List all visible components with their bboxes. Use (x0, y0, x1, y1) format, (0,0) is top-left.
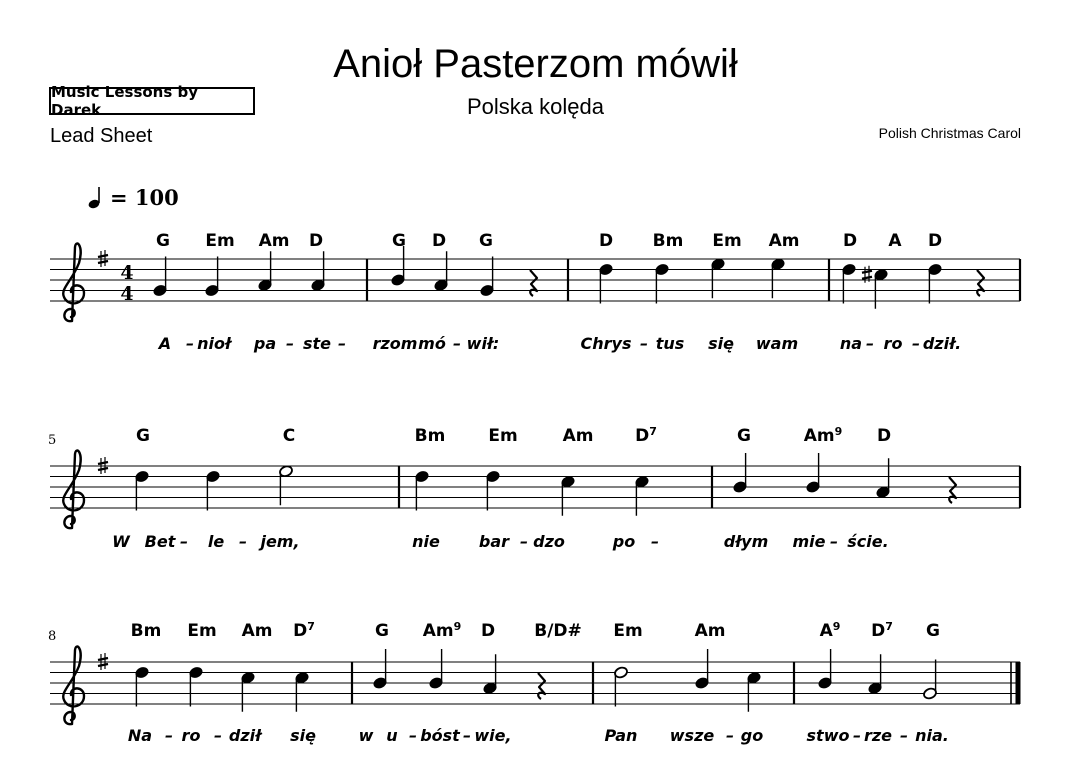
lyric-syllable: rze (863, 726, 893, 745)
chord-symbol: Em (205, 231, 235, 251)
lyric-hyphen: – (900, 726, 908, 745)
chord-symbol: G (926, 621, 940, 641)
chord-symbol: Em (613, 621, 643, 641)
chord-symbol: Bm (130, 621, 162, 641)
note (311, 251, 326, 292)
treble-clef-icon (63, 244, 84, 322)
note (135, 666, 150, 707)
lyric-hyphen: – (286, 334, 294, 353)
lyric-syllable: A (158, 334, 172, 353)
chord-symbol: $A^9$ (819, 620, 841, 641)
brand-label: Music Lessons by Darek (49, 87, 255, 115)
treble-clef-icon (63, 451, 84, 529)
note (868, 654, 883, 695)
measure-number: 8 (48, 629, 57, 644)
note (923, 660, 938, 701)
quarter-rest (530, 270, 537, 296)
chord-symbol: Em (488, 426, 518, 446)
lyric-syllable: Na (127, 726, 153, 745)
note (806, 453, 821, 494)
chord-symbol: Am (768, 231, 800, 251)
note (771, 258, 786, 299)
measure (840, 231, 984, 353)
note (818, 649, 833, 690)
note (733, 453, 748, 494)
lyric-syllable: Bet (144, 532, 176, 551)
time-signature-bottom: 4 (120, 283, 134, 305)
note (747, 671, 762, 712)
lyric-syllable: dził. (922, 334, 962, 353)
lyric-syllable: go (740, 726, 764, 745)
chord-symbol: Am (562, 426, 594, 446)
note (876, 458, 891, 499)
lyric-hyphen: – (866, 334, 874, 353)
note (862, 266, 888, 309)
lyric-syllable: tus (655, 334, 685, 353)
lyric-syllable: rzom (372, 334, 418, 353)
lyric-syllable: ście. (847, 532, 889, 551)
lyric-syllable: na (839, 334, 863, 353)
lyric-hyphen: – (239, 532, 247, 551)
chord-symbol: D (927, 231, 943, 251)
chord-symbol: D (480, 621, 496, 641)
chord-symbol: Em (712, 231, 742, 251)
chord-symbol: D (598, 231, 614, 251)
composer-note: Polish Christmas Carol (878, 125, 1021, 141)
note (391, 246, 406, 287)
chord-symbol: G (479, 231, 493, 251)
note (295, 671, 310, 712)
lyric-syllable: u (386, 726, 398, 745)
lyric-syllable: się (708, 334, 734, 353)
chord-symbol: G (737, 426, 751, 446)
note (429, 649, 444, 690)
note (206, 470, 221, 511)
lyric-hyphen: – (726, 726, 734, 745)
chord-symbol: Am$^9$ (422, 620, 462, 641)
lyric-syllable: stwo (806, 726, 850, 745)
score-subtitle: Polska kolęda (467, 94, 604, 119)
treble-clef-icon (63, 647, 84, 725)
note (483, 654, 498, 695)
lyric-hyphen: – (830, 532, 838, 551)
lyric-syllable: W (112, 532, 130, 551)
lyric-hyphen: – (453, 334, 461, 353)
chord-symbol: G (375, 621, 389, 641)
tempo-value: = 100 (110, 185, 179, 210)
note (655, 263, 670, 304)
note (561, 475, 576, 516)
chord-symbol: G (156, 231, 170, 251)
note (635, 475, 650, 516)
staff-system (48, 620, 1020, 745)
lyric-syllable: bar (478, 532, 510, 551)
lyric-hyphen: – (186, 334, 194, 353)
chord-symbol: $D^7$ (871, 620, 893, 641)
lyric-hyphen: – (651, 532, 659, 551)
lyric-syllable: mó (418, 334, 446, 353)
lyric-syllable: dzo (533, 532, 565, 551)
note (434, 251, 449, 292)
measure (412, 425, 659, 551)
lyric-syllable: nioł (197, 334, 231, 353)
lyric-syllable: Pan (604, 726, 638, 745)
chord-symbol: G (392, 231, 406, 251)
lyric-syllable: nia. (915, 726, 949, 745)
measure (581, 231, 800, 353)
chord-symbol: D (876, 426, 892, 446)
chord-symbol: Bm (414, 426, 446, 446)
note (695, 649, 710, 690)
chord-symbol: $D^7$ (635, 425, 657, 446)
lyric-hyphen: – (338, 334, 346, 353)
measure (373, 231, 537, 353)
quarter-rest (949, 477, 956, 503)
measure (724, 425, 956, 551)
note (486, 470, 501, 511)
chord-symbol: D (308, 231, 324, 251)
chord-symbol: Am (258, 231, 290, 251)
quarter-rest (538, 673, 545, 699)
chord-symbol: B/D# (534, 621, 582, 641)
chord-symbol: Am$^9$ (803, 425, 843, 446)
note (711, 258, 726, 299)
note (373, 649, 388, 690)
note (241, 671, 256, 712)
quarter-rest (977, 270, 984, 296)
lyric-hyphen: – (520, 532, 528, 551)
lyric-syllable: pa (253, 334, 277, 353)
sheet-type-label: Lead Sheet (50, 125, 153, 147)
lyric-hyphen: – (214, 726, 222, 745)
lyric-syllable: wsze (669, 726, 715, 745)
lyric-syllable: le (207, 532, 225, 551)
lyric-syllable: po (612, 532, 636, 551)
lyric-hyphen: – (853, 726, 861, 745)
chord-symbol: Bm (652, 231, 684, 251)
lyric-syllable: jem, (260, 532, 300, 551)
chord-symbol: C (282, 426, 296, 446)
score-title: Anioł Pasterzom mówił (333, 42, 738, 86)
lyric-syllable: wam (755, 334, 799, 353)
measure (112, 426, 299, 551)
note (135, 470, 150, 511)
measure-number: 5 (48, 433, 57, 448)
lyric-hyphen: – (409, 726, 417, 745)
chord-symbol: G (136, 426, 150, 446)
lyric-syllable: mie (792, 532, 826, 551)
note (189, 666, 204, 707)
chord-symbol: D (842, 231, 858, 251)
note (258, 251, 273, 292)
lyric-hyphen: – (463, 726, 471, 745)
note (928, 263, 943, 304)
lyric-syllable: bóst (420, 726, 460, 745)
time-signature-top: 4 (120, 262, 134, 284)
staff-system (50, 231, 1020, 353)
lyric-syllable: w (358, 726, 374, 745)
time-signature (120, 262, 133, 305)
lyric-syllable: nie (412, 532, 440, 551)
note (599, 263, 614, 304)
lyric-syllable: ro (883, 334, 903, 353)
note (614, 666, 629, 707)
lyric-syllable: ste (302, 334, 332, 353)
chord-symbol: Am (694, 621, 726, 641)
lyric-syllable: Chrys (580, 334, 632, 353)
lyric-hyphen: – (640, 334, 648, 353)
lyric-syllable: się (290, 726, 316, 745)
lyric-syllable: wie, (474, 726, 512, 745)
lyric-hyphen: – (165, 726, 173, 745)
lyric-syllable: ro (181, 726, 201, 745)
note (279, 465, 294, 506)
lyric-syllable: dził (228, 726, 262, 745)
note (205, 257, 220, 298)
measure (153, 231, 346, 353)
lyric-hyphen: – (180, 532, 188, 551)
chord-symbol: A (888, 231, 902, 251)
staff-system (48, 425, 1020, 551)
note (153, 257, 168, 298)
chord-symbol: $D^7$ (293, 620, 315, 641)
note (480, 257, 495, 298)
chord-symbol: D (431, 231, 447, 251)
note (415, 470, 430, 511)
chord-symbol: Am (241, 621, 273, 641)
chord-symbol: Em (187, 621, 217, 641)
lyric-syllable: wił: (466, 334, 500, 353)
note (842, 263, 857, 304)
lyric-syllable: dłym (723, 532, 769, 551)
lyric-hyphen: – (912, 334, 920, 353)
